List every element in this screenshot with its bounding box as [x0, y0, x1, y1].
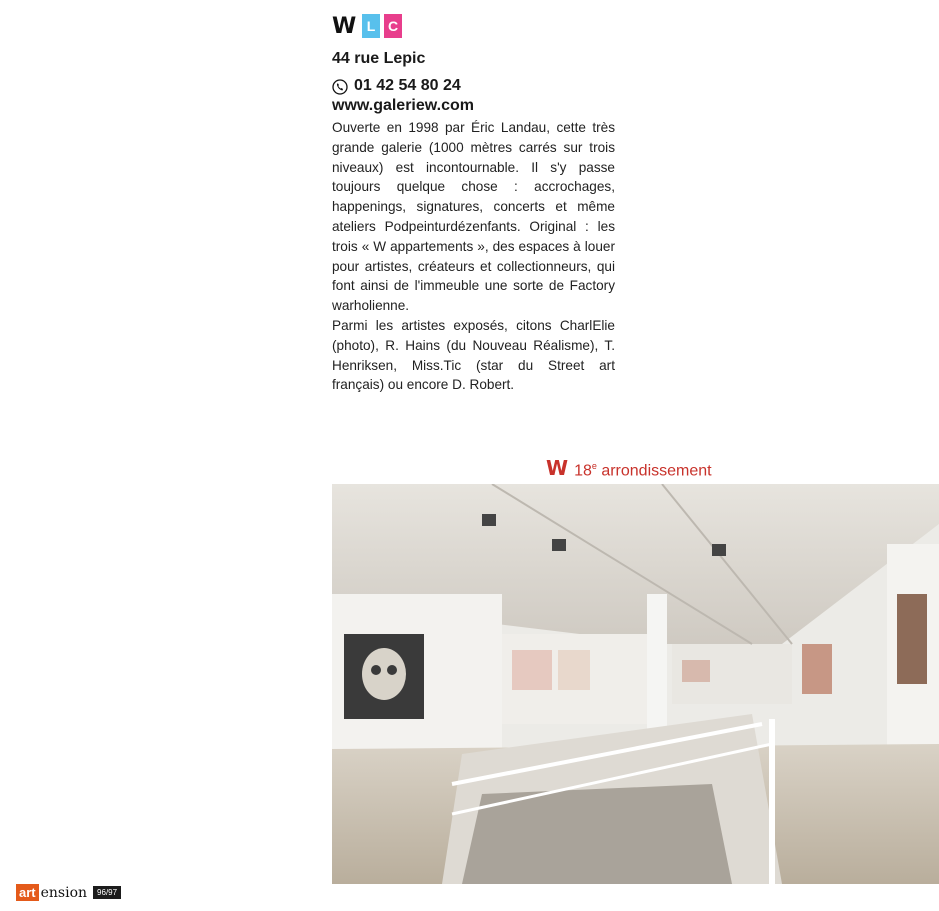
footer-issue-number: 96/97: [93, 886, 121, 899]
caption-mark: W: [546, 456, 569, 480]
phone-icon: [332, 79, 348, 95]
phone-number: 01 42 54 80 24: [354, 77, 461, 94]
phone-line: [332, 77, 461, 95]
gallery-logo: [332, 10, 402, 42]
article-body: [332, 118, 615, 395]
gallery-photo: [332, 484, 939, 884]
photo-caption: [546, 456, 712, 480]
magazine-footer: [16, 884, 121, 901]
logo-letter-w: W: [332, 13, 357, 39]
gallery-address: 44 rue Lepic: [332, 50, 426, 67]
caption-label: 18e arrondissement: [574, 460, 712, 479]
logo-letter-c: C: [384, 14, 402, 38]
logo-letter-l: L: [362, 14, 380, 38]
article-paragraph: Parmi les artistes exposés, citons CharlElie (photo), R. Hains (du Nouveau Réalisme), T. Henriksen, Miss.Tic (star du Street art français) ou encore D. Robert.: [332, 317, 615, 393]
article-paragraph: Ouverte en 1998 par Éric Landau, cette très grande galerie (1000 mètres carrés sur trois niveaux) est incontournable. Il s'y passe toujours quelque chose : accrochages, happenings, signatures, concerts et même ateliers Podpeinturdézenfants. Original : les trois « W appartements », des espaces à louer pour artistes, créateurs et collectionneurs, qui font ainsi de l'immeuble une sorte de Factory warholienne.: [332, 120, 615, 314]
footer-brand-name: ension: [40, 884, 88, 901]
footer-brand-mark: art: [16, 884, 39, 901]
website-link[interactable]: www.galeriew.com: [332, 97, 474, 114]
